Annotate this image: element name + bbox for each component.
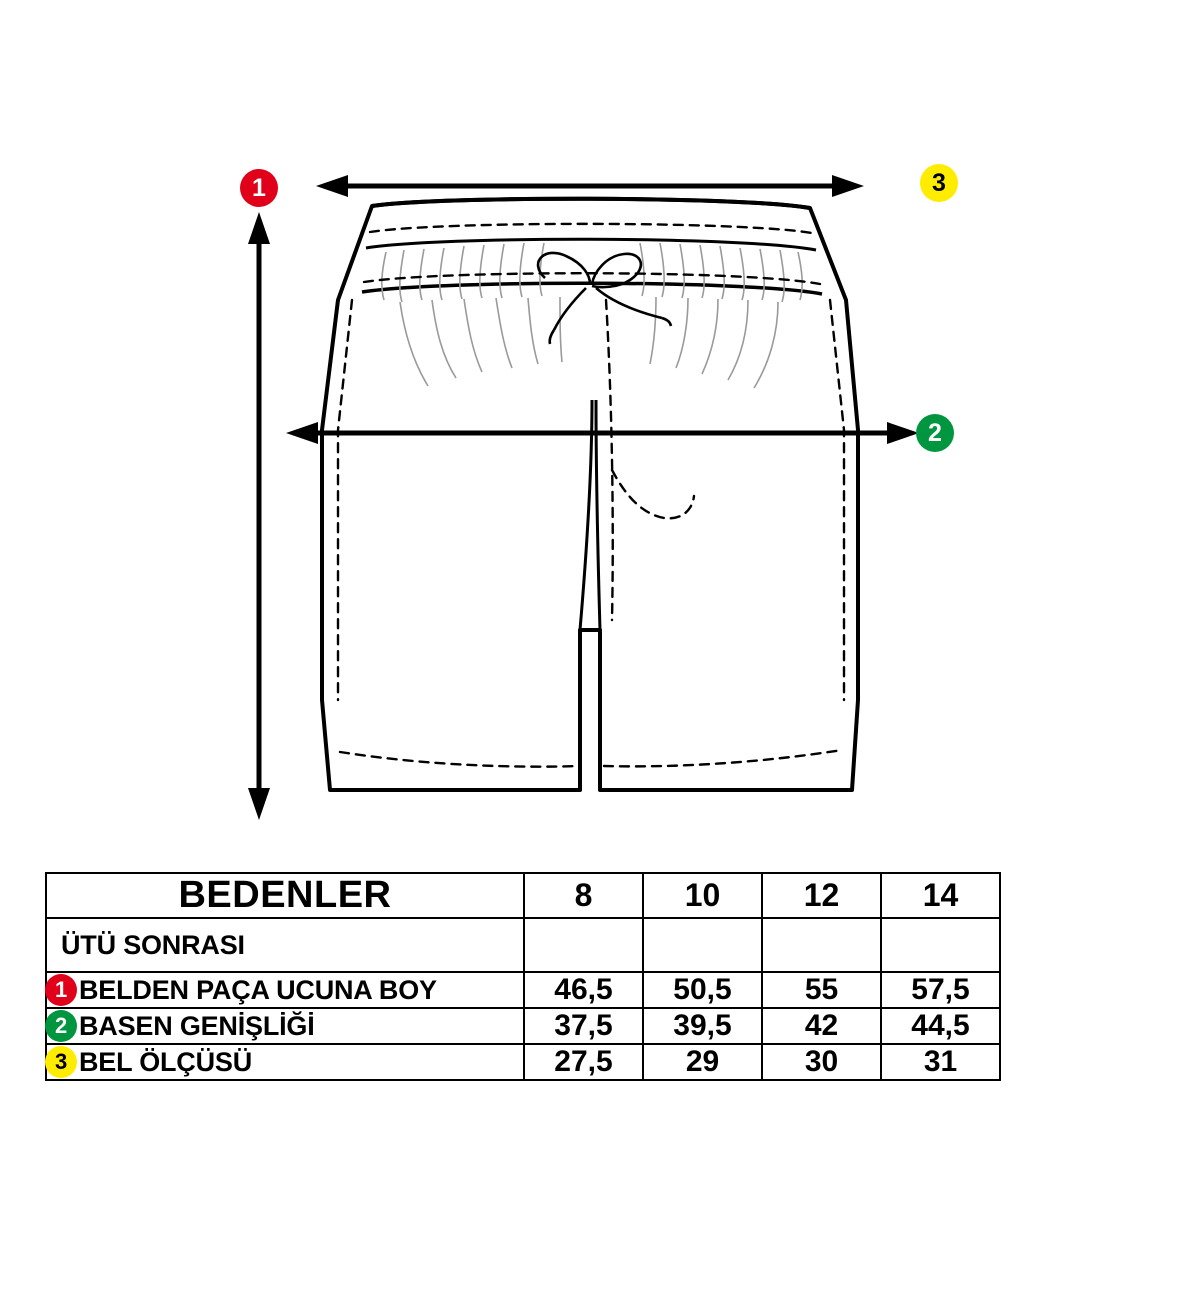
table-header-row [46, 873, 1000, 918]
table-title-cell: BEDENLER [46, 873, 524, 918]
row-2-value-10: 39,5 [643, 1008, 762, 1044]
table-subheader-row [46, 918, 1000, 972]
row-label-cell-3 [46, 1044, 524, 1080]
table-row [46, 1008, 1000, 1044]
row-1-value-8: 46,5 [524, 972, 643, 1008]
subheader-value-8 [524, 918, 643, 972]
row-label-3: BEL ÖLÇÜSÜ [79, 1046, 253, 1077]
size-header-10: 10 [643, 873, 762, 918]
subheader-label: ÜTÜ SONRASI [61, 929, 245, 960]
row-1-value-14: 57,5 [881, 972, 1000, 1008]
diagram-marker-3: 3 [920, 164, 958, 202]
size-header-14: 14 [881, 873, 1000, 918]
row-label-1: BELDEN PAÇA UCUNA BOY [79, 974, 437, 1005]
length-arrow [248, 212, 270, 820]
subheader-value-12 [762, 918, 881, 972]
subheader-value-10 [643, 918, 762, 972]
size-table [45, 872, 1001, 1081]
row-3-value-8: 27,5 [524, 1044, 643, 1080]
diagram-marker-2: 2 [916, 414, 954, 452]
row-3-value-12: 30 [762, 1044, 881, 1080]
row-1-value-10: 50,5 [643, 972, 762, 1008]
table-row [46, 1044, 1000, 1080]
waist-width-arrow [316, 175, 864, 197]
size-header-12: 12 [762, 873, 881, 918]
row-2-value-14: 44,5 [881, 1008, 1000, 1044]
row-3-value-14: 31 [881, 1044, 1000, 1080]
row-badge-3: 3 [45, 1046, 77, 1078]
row-label-2: BASEN GENİŞLİĞİ [79, 1010, 315, 1041]
row-2-value-8: 37,5 [524, 1008, 643, 1044]
row-3-value-10: 29 [643, 1044, 762, 1080]
table-row [46, 972, 1000, 1008]
subheader-label-cell [46, 918, 524, 972]
subheader-value-14 [881, 918, 1000, 972]
row-badge-2: 2 [45, 1010, 77, 1042]
row-1-value-12: 55 [762, 972, 881, 1008]
row-label-cell-1 [46, 972, 524, 1008]
row-label-cell-2 [46, 1008, 524, 1044]
row-badge-1: 1 [45, 974, 77, 1006]
size-header-8: 8 [524, 873, 643, 918]
row-2-value-12: 42 [762, 1008, 881, 1044]
size-chart [45, 872, 999, 1081]
diagram-marker-1: 1 [240, 169, 278, 207]
shorts-outline [322, 199, 858, 790]
